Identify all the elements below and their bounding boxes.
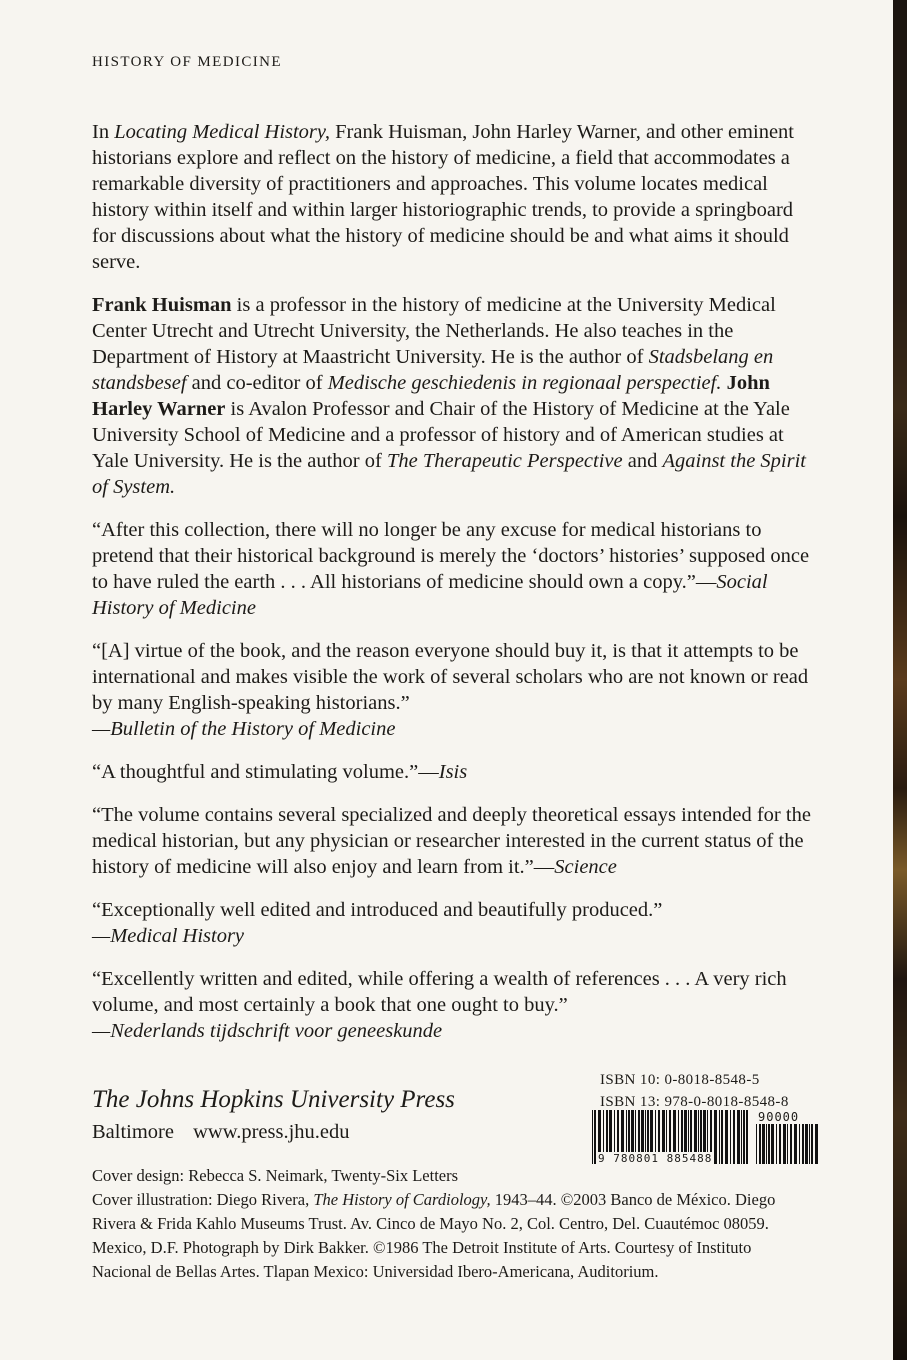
barcode-bar: [776, 1124, 777, 1164]
barcode-bar: [746, 1110, 748, 1164]
review-source: Science: [554, 856, 617, 878]
bio-text: is Avalon Professor and Chair of the History of Medicine at the Yale University School of Medicine and a professor of history and of American studies at Yale University. He is the author of: [92, 398, 790, 472]
back-cover-copy: [92, 119, 812, 1061]
bio-book-title: Against the Spirit of System.: [92, 450, 806, 498]
barcode-bar: [771, 1124, 774, 1164]
bio-text: and co-editor of: [191, 372, 323, 394]
review-text: “After this collection, there will no longer be any excuse for medical historians to pretend that their historical background is merely the ‘doctors’ histories’ supposed once to have ruled the earth . . . All historians of medicine should own a copy.”—: [92, 519, 810, 593]
barcode-bar: [783, 1124, 786, 1164]
publisher-city: Baltimore: [92, 1121, 174, 1143]
bio-book-title: Medische geschiedenis in regionaal perspectief.: [327, 372, 722, 394]
barcode-bar: [733, 1110, 735, 1164]
barcode-bar: [779, 1124, 781, 1164]
credit-text: Cover illustration: Diego Rivera,: [92, 1190, 310, 1209]
description-paragraph: [92, 119, 812, 275]
barcode-bar: [730, 1110, 731, 1164]
review-text: “[A] virtue of the book, and the reason everyone should buy it, is that it attempts to be international and makes visible the work of several scholars who are not known or read by many English-speaking historians.”: [92, 640, 809, 714]
barcode-bar: [743, 1110, 745, 1164]
barcode-digits: 9 780801 885488: [598, 1152, 713, 1165]
review-quote: [92, 966, 812, 1044]
barcode-bar: [725, 1110, 728, 1164]
barcode-bar: [815, 1124, 818, 1164]
review-text: “Excellently written and edited, while offering a wealth of references . . . A very rich volume, and most certainly a book that one ought to buy.”: [92, 968, 787, 1016]
review-source: Isis: [438, 761, 468, 783]
barcode-bar: [737, 1110, 740, 1164]
bio-book-title: Stadsbelang en standsbesef: [92, 346, 774, 394]
book-title: Locating Medical History,: [114, 121, 331, 143]
publisher-location: [92, 1121, 364, 1144]
isbn-10: ISBN 10: 0-8018-8548-5: [600, 1072, 760, 1088]
barcode-addon-digits: 90000: [758, 1110, 800, 1124]
description-intro: In: [92, 121, 110, 143]
barcode-bar: [811, 1124, 813, 1164]
review-text: “Exceptionally well edited and introduced and beautifully produced.”: [92, 899, 663, 921]
review-quote: [92, 759, 812, 785]
review-quote: [92, 638, 812, 742]
barcode-bar: [766, 1124, 767, 1164]
cover-edge-illustration: [893, 0, 907, 1360]
credit-text: 1943–44. ©2003 Banco de México. Diego Rivera & Frida Kahlo Museums Trust. Av. Cinco de Mayo No. 2, Col. Centro, Del. Cuautémoc 08059. Mexico, D.F. Photograph by Dirk Bakker. ©1986 The Detroit Institute of Arts. Courtesy of Instituto Nacional de Bellas Artes. Tlapan Mexico: Universidad Ibero-Americana, Auditorium.: [92, 1190, 776, 1281]
review-source: —Medical History: [92, 925, 245, 947]
bio-book-title: The Therapeutic Perspective: [386, 450, 623, 472]
barcode-bar: [714, 1110, 717, 1164]
review-source: Social History of Medicine: [92, 571, 768, 619]
review-quote: [92, 897, 812, 949]
publisher-name: The Johns Hopkins University Press: [92, 1086, 455, 1113]
review-quote: [92, 517, 812, 621]
barcode-bar: [805, 1124, 808, 1164]
isbn-13: ISBN 13: 978-0-8018-8548-8: [600, 1094, 789, 1110]
author-name: Frank Huisman: [92, 294, 232, 316]
illustration-title: The History of Cardiology,: [313, 1190, 491, 1209]
barcode: [592, 1108, 826, 1166]
barcode-bar: [762, 1124, 765, 1164]
author-bio: [92, 292, 812, 500]
barcode-bar: [759, 1124, 761, 1164]
barcode-bar: [799, 1124, 800, 1164]
series-label: HISTORY OF MEDICINE: [92, 54, 282, 70]
bio-text: and: [627, 450, 658, 472]
cover-illustration-credit: [92, 1188, 802, 1284]
barcode-bar: [790, 1124, 792, 1164]
barcode-bar: [756, 1124, 757, 1164]
review-source: —Nederlands tijdschrift voor geneeskunde: [92, 1020, 443, 1042]
barcode-bar: [787, 1124, 788, 1164]
publisher-url: www.press.jhu.edu: [193, 1121, 350, 1143]
barcode-bar: [809, 1124, 810, 1164]
description-text: Frank Huisman, John Harley Warner, and other eminent historians explore and reflect on the history of medicine, a field that accommodates a remarkable diversity of practitioners and approaches. This volume locates medical history within itself and within larger historiographic trends, to provide a springboard for discussions about what the history of medicine should be and what aims it should serve.: [92, 121, 794, 273]
author-name: John Harley Warner: [92, 372, 770, 420]
cover-design-credit: Cover design: Rebecca S. Neimark, Twenty-Six Letters: [92, 1166, 459, 1185]
barcode-addon-bars: [756, 1124, 820, 1164]
barcode-bar: [768, 1124, 770, 1164]
barcode-bar: [719, 1110, 720, 1164]
barcode-bar: [794, 1124, 797, 1164]
review-quote: [92, 802, 812, 880]
cover-credits: [92, 1164, 802, 1284]
review-text: “The volume contains several specialized and deeply theoretical essays intended for the medical historian, but any physician or researcher interested in the current status of the history of medicine will also enjoy and learn from it.”—: [92, 804, 811, 878]
review-text: “A thoughtful and stimulating volume.”—: [92, 761, 439, 783]
review-source: —Bulletin of the History of Medicine: [92, 718, 396, 740]
barcode-bar: [592, 1110, 593, 1164]
bio-text: is a professor in the history of medicine at the University Medical Center Utrecht and Utrecht University, the Netherlands. He also teaches in the Department of History at Maastricht University. He is the author of: [92, 294, 776, 368]
barcode-bar: [721, 1110, 723, 1164]
barcode-bar: [802, 1124, 804, 1164]
barcode-bar: [741, 1110, 742, 1164]
